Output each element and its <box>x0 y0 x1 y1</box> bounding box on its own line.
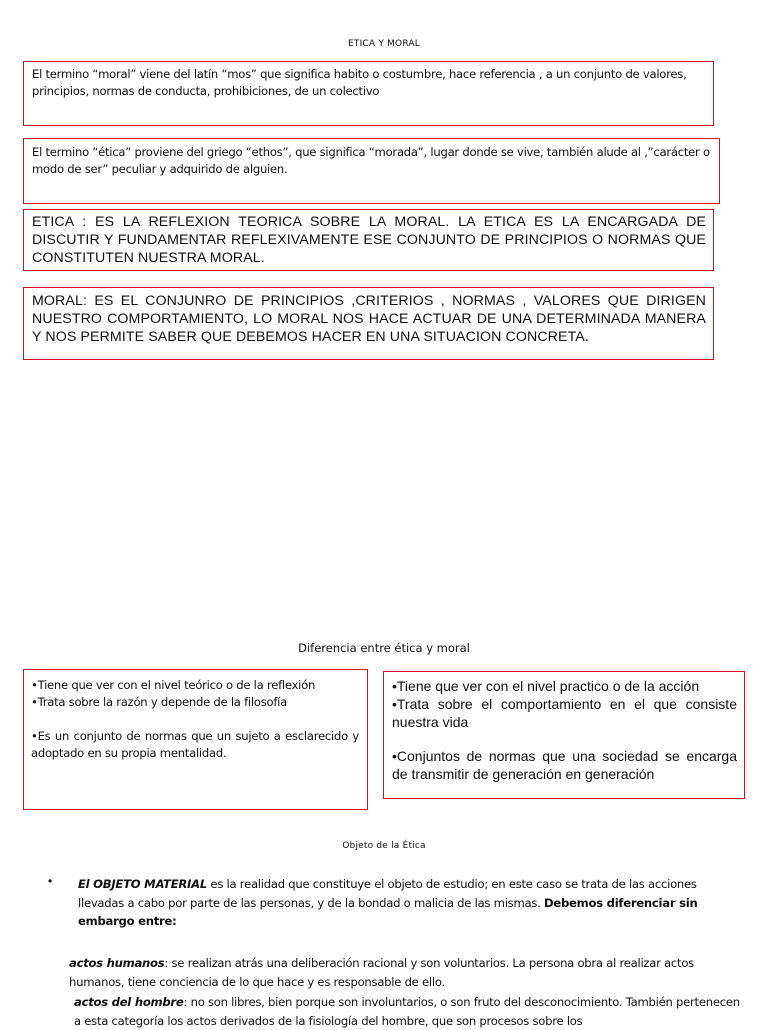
moral-definition-text: MORAL: ES EL CONJUNRO DE PRINCIPIOS ,CRITERIOS , NORMAS , VALORES QUE DIRIGEN NUESTRO COMPORTAMIENTO, LO MORAL NOS HACE ACTUAR DE UNA DETERMINADA MANERA Y NOS PERMITE SABER QUE DEBEMOS HACER EN UNA SITUACION CONCRETA. <box>32 293 706 345</box>
moral-origin-box <box>23 61 714 126</box>
actos-humanos-label: actos humanos <box>69 956 165 970</box>
page-title: ETICA Y MORAL <box>347 39 420 49</box>
actos-hombre-label: actos del hombre <box>74 995 184 1009</box>
etica-definition-box <box>23 209 714 271</box>
etica-difference-box <box>23 669 368 810</box>
moral-point-1: •Tiene que ver con el nivel practico o de la acción <box>392 678 700 694</box>
moral-point-2: •Trata sobre el comportamiento en el que consiste nuestra vida <box>392 696 737 730</box>
etica-origin-text: El termino “ética” proviene del griego “ethos”, que significa “morada”, lugar donde se vive, también alude al ,”carácter o modo de ser” peculiar y adquirido de alguien. <box>32 145 710 176</box>
moral-difference-box <box>383 671 745 799</box>
etica-point-2: •Trata sobre la razón y depende de la filosofía <box>31 695 287 709</box>
actos-hombre-paragraph: actos del hombre: no son libres, bien porque son involuntarios, o son fruto del desconocimiento. También pertenecen a esta categoría los actos derivados de la fisiología del hombre, que son procesos sobre los <box>74 995 740 1028</box>
bullet-icon: • <box>48 874 53 888</box>
difference-title: Diferencia entre ética y moral <box>298 641 470 655</box>
objeto-title: Objeto de la Ética <box>342 841 426 851</box>
moral-point-3: •Conjuntos de normas que una sociedad se encarga de transmitir de generación en generación <box>392 748 737 782</box>
moral-definition-box <box>23 287 714 360</box>
objeto-material-label: El OBJETO MATERIAL <box>78 877 207 891</box>
moral-origin-text: El termino “moral” viene del latín “mos” que significa habito o costumbre, hace referencia , a un conjunto de valores, principios, normas de conducta, prohibiciones, de un colectivo <box>32 67 687 98</box>
objeto-material-paragraph: El OBJETO MATERIAL es la realidad que constituye el objeto de estudio; en este caso se trata de las acciones llevadas a cabo por parte de las personas, y de la bondad o malicia de las mismas. Debemos diferenciar sin embargo entre: <box>78 877 698 928</box>
etica-origin-box <box>23 138 720 204</box>
actos-humanos-paragraph: actos humanos: se realizan atrás una deliberación racional y son voluntarios. La persona obra al realizar actos humanos, tiene conciencia de lo que hace y es responsable de ello. <box>69 956 694 989</box>
etica-point-1: •Tiene que ver con el nivel teórico o de la reflexión <box>31 678 316 692</box>
etica-definition-text: ETICA : ES LA REFLEXION TEORICA SOBRE LA MORAL. LA ETICA ES LA ENCARGADA DE DISCUTIR Y FUNDAMENTAR REFLEXIVAMENTE ESE CONJUNTO DE PRINCIPIOS O NORMAS QUE CONSTITUTEN NUESTRA MORAL. <box>32 214 706 266</box>
etica-point-3: •Es un conjunto de normas que un sujeto a esclarecido y adoptado en su propia mentalidad. <box>31 729 359 760</box>
